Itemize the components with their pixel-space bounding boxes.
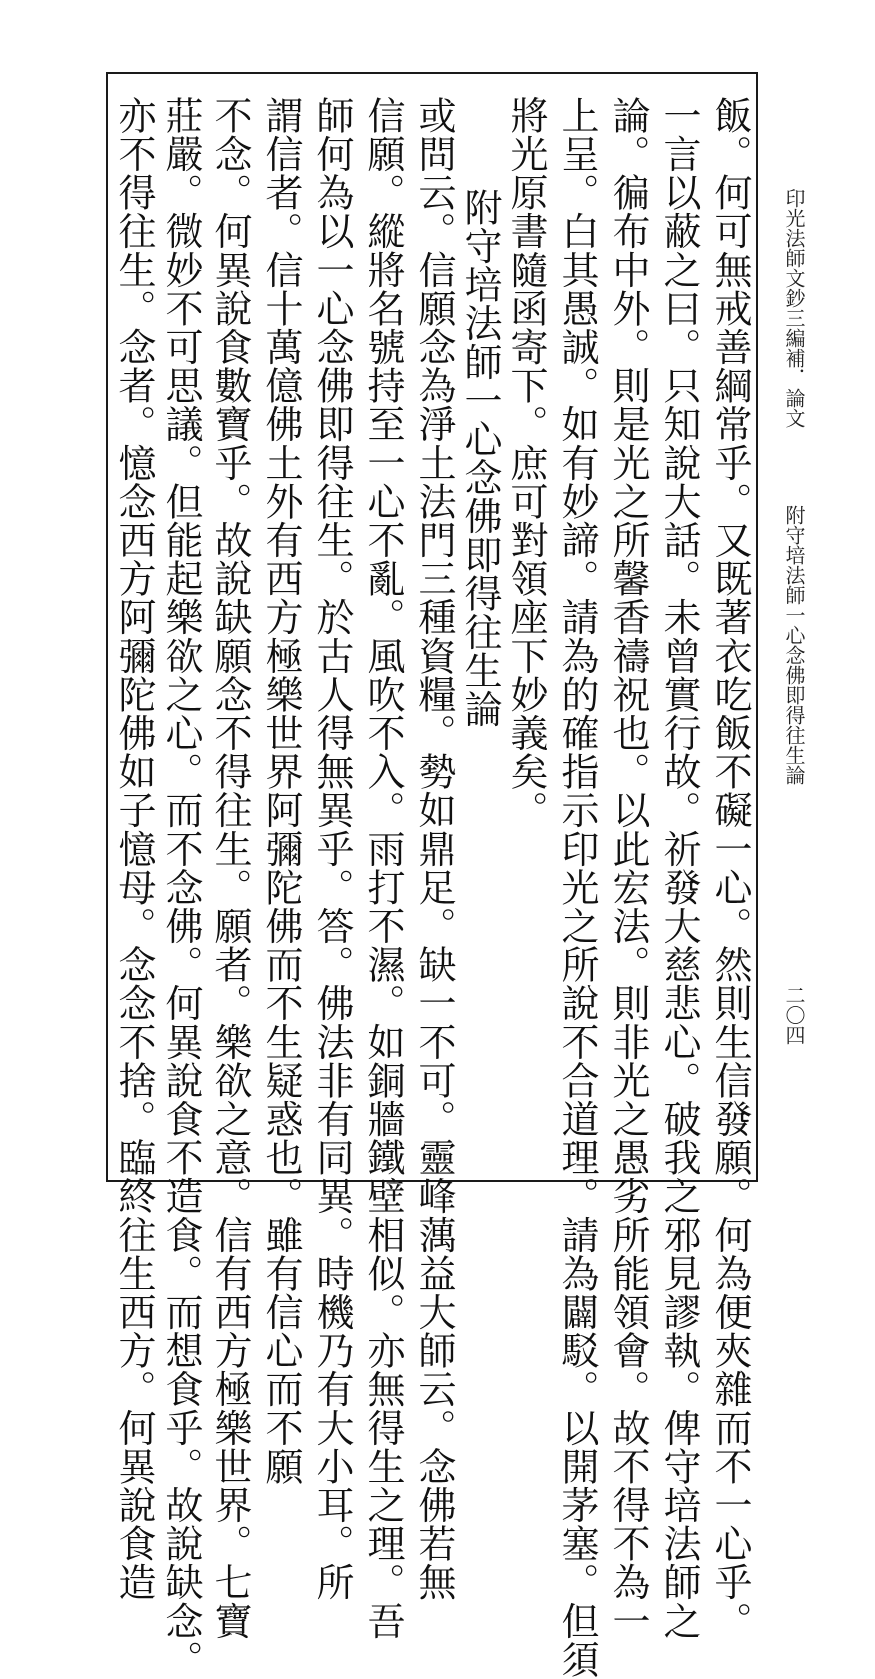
page-number: 二〇四 xyxy=(782,985,806,1045)
text-column-12: 莊嚴。微妙不可思議。但能起樂欲之心。而不念佛。何異說食不造食。而想食乎。故說缺念。 xyxy=(159,96,203,1679)
running-header-essay-title: 附守培法師一心念佛即得往生論 xyxy=(782,505,806,785)
appendix-essay-heading: 附守培法師一心念佛即得往生論 xyxy=(458,188,502,729)
text-column-10: 謂信者。信十萬億佛土外有西方極樂世界阿彌陀佛而不生疑惑也。雖有信心而不願 xyxy=(259,96,303,1486)
text-column-7: 或問云。信願念為淨土法門三種資糧。勢如鼎足。缺一不可。靈峰蕅益大師云。念佛若無 xyxy=(412,96,456,1602)
text-column-1: 飯。何可無戒善綱常乎。又既著衣吃飯不礙一心。然則生信發願。何為便夾雜而不一心乎。 xyxy=(708,96,752,1640)
text-column-4: 上呈。白其愚誠。如有妙諦。請為的確指示印光之所說不合道理。請為闢駁。以開茅塞。但須 xyxy=(555,96,599,1679)
text-column-13: 亦不得往生。念者。憶念西方阿彌陀佛如子憶母。念念不捨。臨終往生西方。何異說食造 xyxy=(112,96,156,1602)
text-column-3: 論。徧布中外。則是光之所馨香禱祝也。以此宏法。則非光之愚劣所能領會。故不得不為一 xyxy=(606,96,650,1640)
text-column-9: 師何為以一心念佛即得往生。於古人得無異乎。答。佛法非有同異。時機乃有大小耳。所 xyxy=(310,96,354,1602)
text-column-8: 信願。縱將名號持至一心不亂。風吹不入。雨打不濕。如銅牆鐵壁相似。亦無得生之理。吾 xyxy=(361,96,405,1640)
text-column-11: 不念。何異說食數寶乎。故說缺願念不得往生。願者。樂欲之意。信有西方極樂世界。七寶 xyxy=(208,96,252,1640)
running-header-book-title: 印光法師文鈔三編補．論文 xyxy=(782,188,806,428)
text-column-5: 將光原書隨函寄下。庶可對領座下妙義矣。 xyxy=(504,96,548,830)
text-column-2: 一言以蔽之曰。只知說大話。未曾實行故。祈發大慈悲心。破我之邪見謬執。俾守培法師之 xyxy=(657,96,701,1640)
